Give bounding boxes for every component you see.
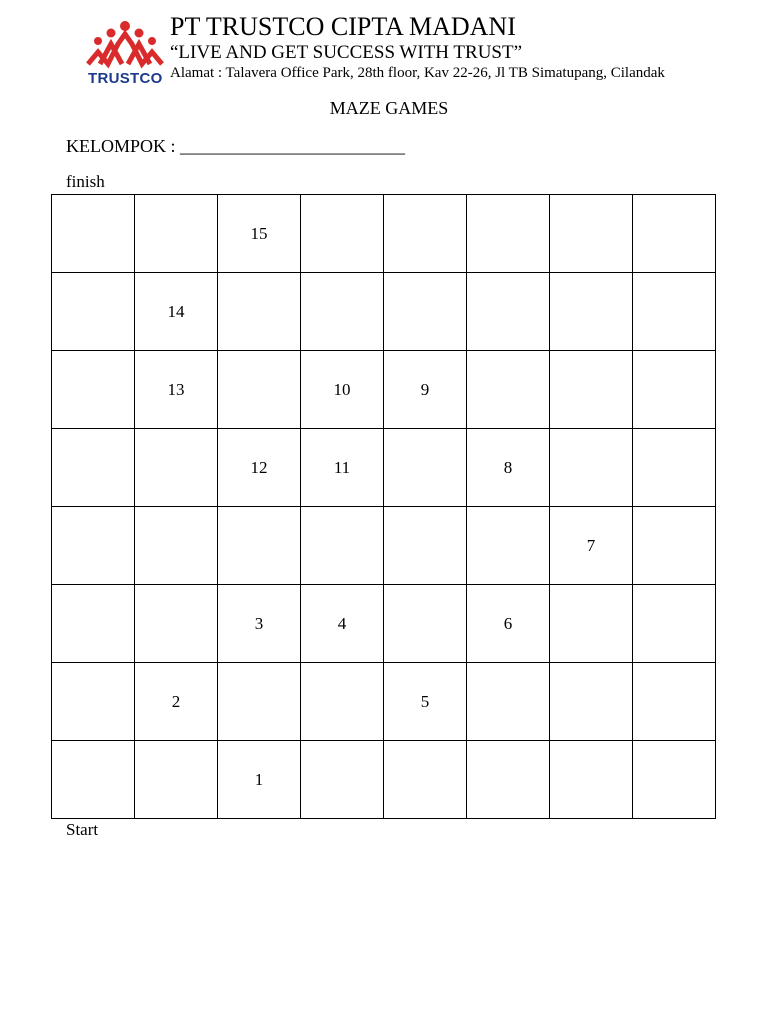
maze-cell: 12 (218, 429, 301, 507)
maze-cell (52, 351, 135, 429)
maze-cell: 7 (550, 507, 633, 585)
maze-cell (633, 741, 716, 819)
maze-cell (550, 741, 633, 819)
maze-cell (633, 195, 716, 273)
company-name: PT TRUSTCO CIPTA MADANI (170, 12, 516, 41)
page-title: MAZE GAMES (329, 98, 449, 118)
logo-wordmark: TRUSTCO (88, 70, 163, 87)
maze-cell (633, 429, 716, 507)
maze-cell (550, 585, 633, 663)
maze-cell: 14 (135, 273, 218, 351)
company-tagline: “LIVE AND GET SUCCESS WITH TRUST” (170, 42, 523, 63)
maze-cell: 13 (135, 351, 218, 429)
trustco-logo (86, 20, 164, 90)
maze-cell (52, 195, 135, 273)
maze-cell (218, 663, 301, 741)
maze-cell: 10 (301, 351, 384, 429)
letterhead (86, 12, 726, 87)
maze-cell (550, 429, 633, 507)
maze-cell (467, 507, 550, 585)
maze-row (52, 273, 716, 351)
maze-cell (135, 741, 218, 819)
maze-cell (135, 195, 218, 273)
maze-cell (301, 663, 384, 741)
maze-cell (550, 351, 633, 429)
maze-cell (467, 663, 550, 741)
maze-cell: 5 (384, 663, 467, 741)
maze-cell: 2 (135, 663, 218, 741)
maze-row (52, 585, 716, 663)
maze-cell (467, 195, 550, 273)
finish-label: finish (66, 172, 105, 191)
maze-row (52, 351, 716, 429)
maze-row (52, 663, 716, 741)
maze-cell: 3 (218, 585, 301, 663)
maze-cell (135, 585, 218, 663)
maze-cell: 1 (218, 741, 301, 819)
maze-cell (52, 273, 135, 351)
maze-cell (633, 663, 716, 741)
maze-cell: 6 (467, 585, 550, 663)
group-name-field: KELOMPOK : _________________________ (66, 136, 406, 156)
maze-cell: 4 (301, 585, 384, 663)
maze-cell (550, 273, 633, 351)
maze-row (52, 507, 716, 585)
maze-cell (52, 585, 135, 663)
maze-cell (135, 507, 218, 585)
maze-cell (384, 273, 467, 351)
maze-cell (384, 585, 467, 663)
maze-cell (384, 195, 467, 273)
maze-cell (467, 741, 550, 819)
maze-cell (218, 507, 301, 585)
company-address: Alamat : Talavera Office Park, 28th floor, Kav 22-26, Jl TB Simatupang, Cilandak (170, 65, 665, 81)
maze-cell (384, 741, 467, 819)
maze-cell: 15 (218, 195, 301, 273)
maze-row (52, 195, 716, 273)
people-figures-icon (86, 20, 164, 70)
maze-cell (633, 273, 716, 351)
maze-cell (301, 741, 384, 819)
maze-cell (135, 429, 218, 507)
maze-cell (52, 663, 135, 741)
maze-cell (633, 351, 716, 429)
maze-row (52, 741, 716, 819)
maze-cell (301, 507, 384, 585)
maze-cell: 11 (301, 429, 384, 507)
maze-cell (301, 273, 384, 351)
maze-cell (550, 195, 633, 273)
maze-row (52, 429, 716, 507)
maze-cell (633, 585, 716, 663)
maze-cell (550, 663, 633, 741)
maze-cell (52, 429, 135, 507)
maze-grid (51, 194, 716, 819)
maze-cell (467, 351, 550, 429)
maze-cell (52, 741, 135, 819)
maze-cell (301, 195, 384, 273)
maze-cell (218, 273, 301, 351)
maze-cell (218, 351, 301, 429)
maze-cell (633, 507, 716, 585)
maze-cell (467, 273, 550, 351)
maze-cell (384, 507, 467, 585)
start-label: Start (66, 820, 99, 839)
maze-cell: 8 (467, 429, 550, 507)
maze-cell: 9 (384, 351, 467, 429)
maze-cell (52, 507, 135, 585)
maze-cell (384, 429, 467, 507)
